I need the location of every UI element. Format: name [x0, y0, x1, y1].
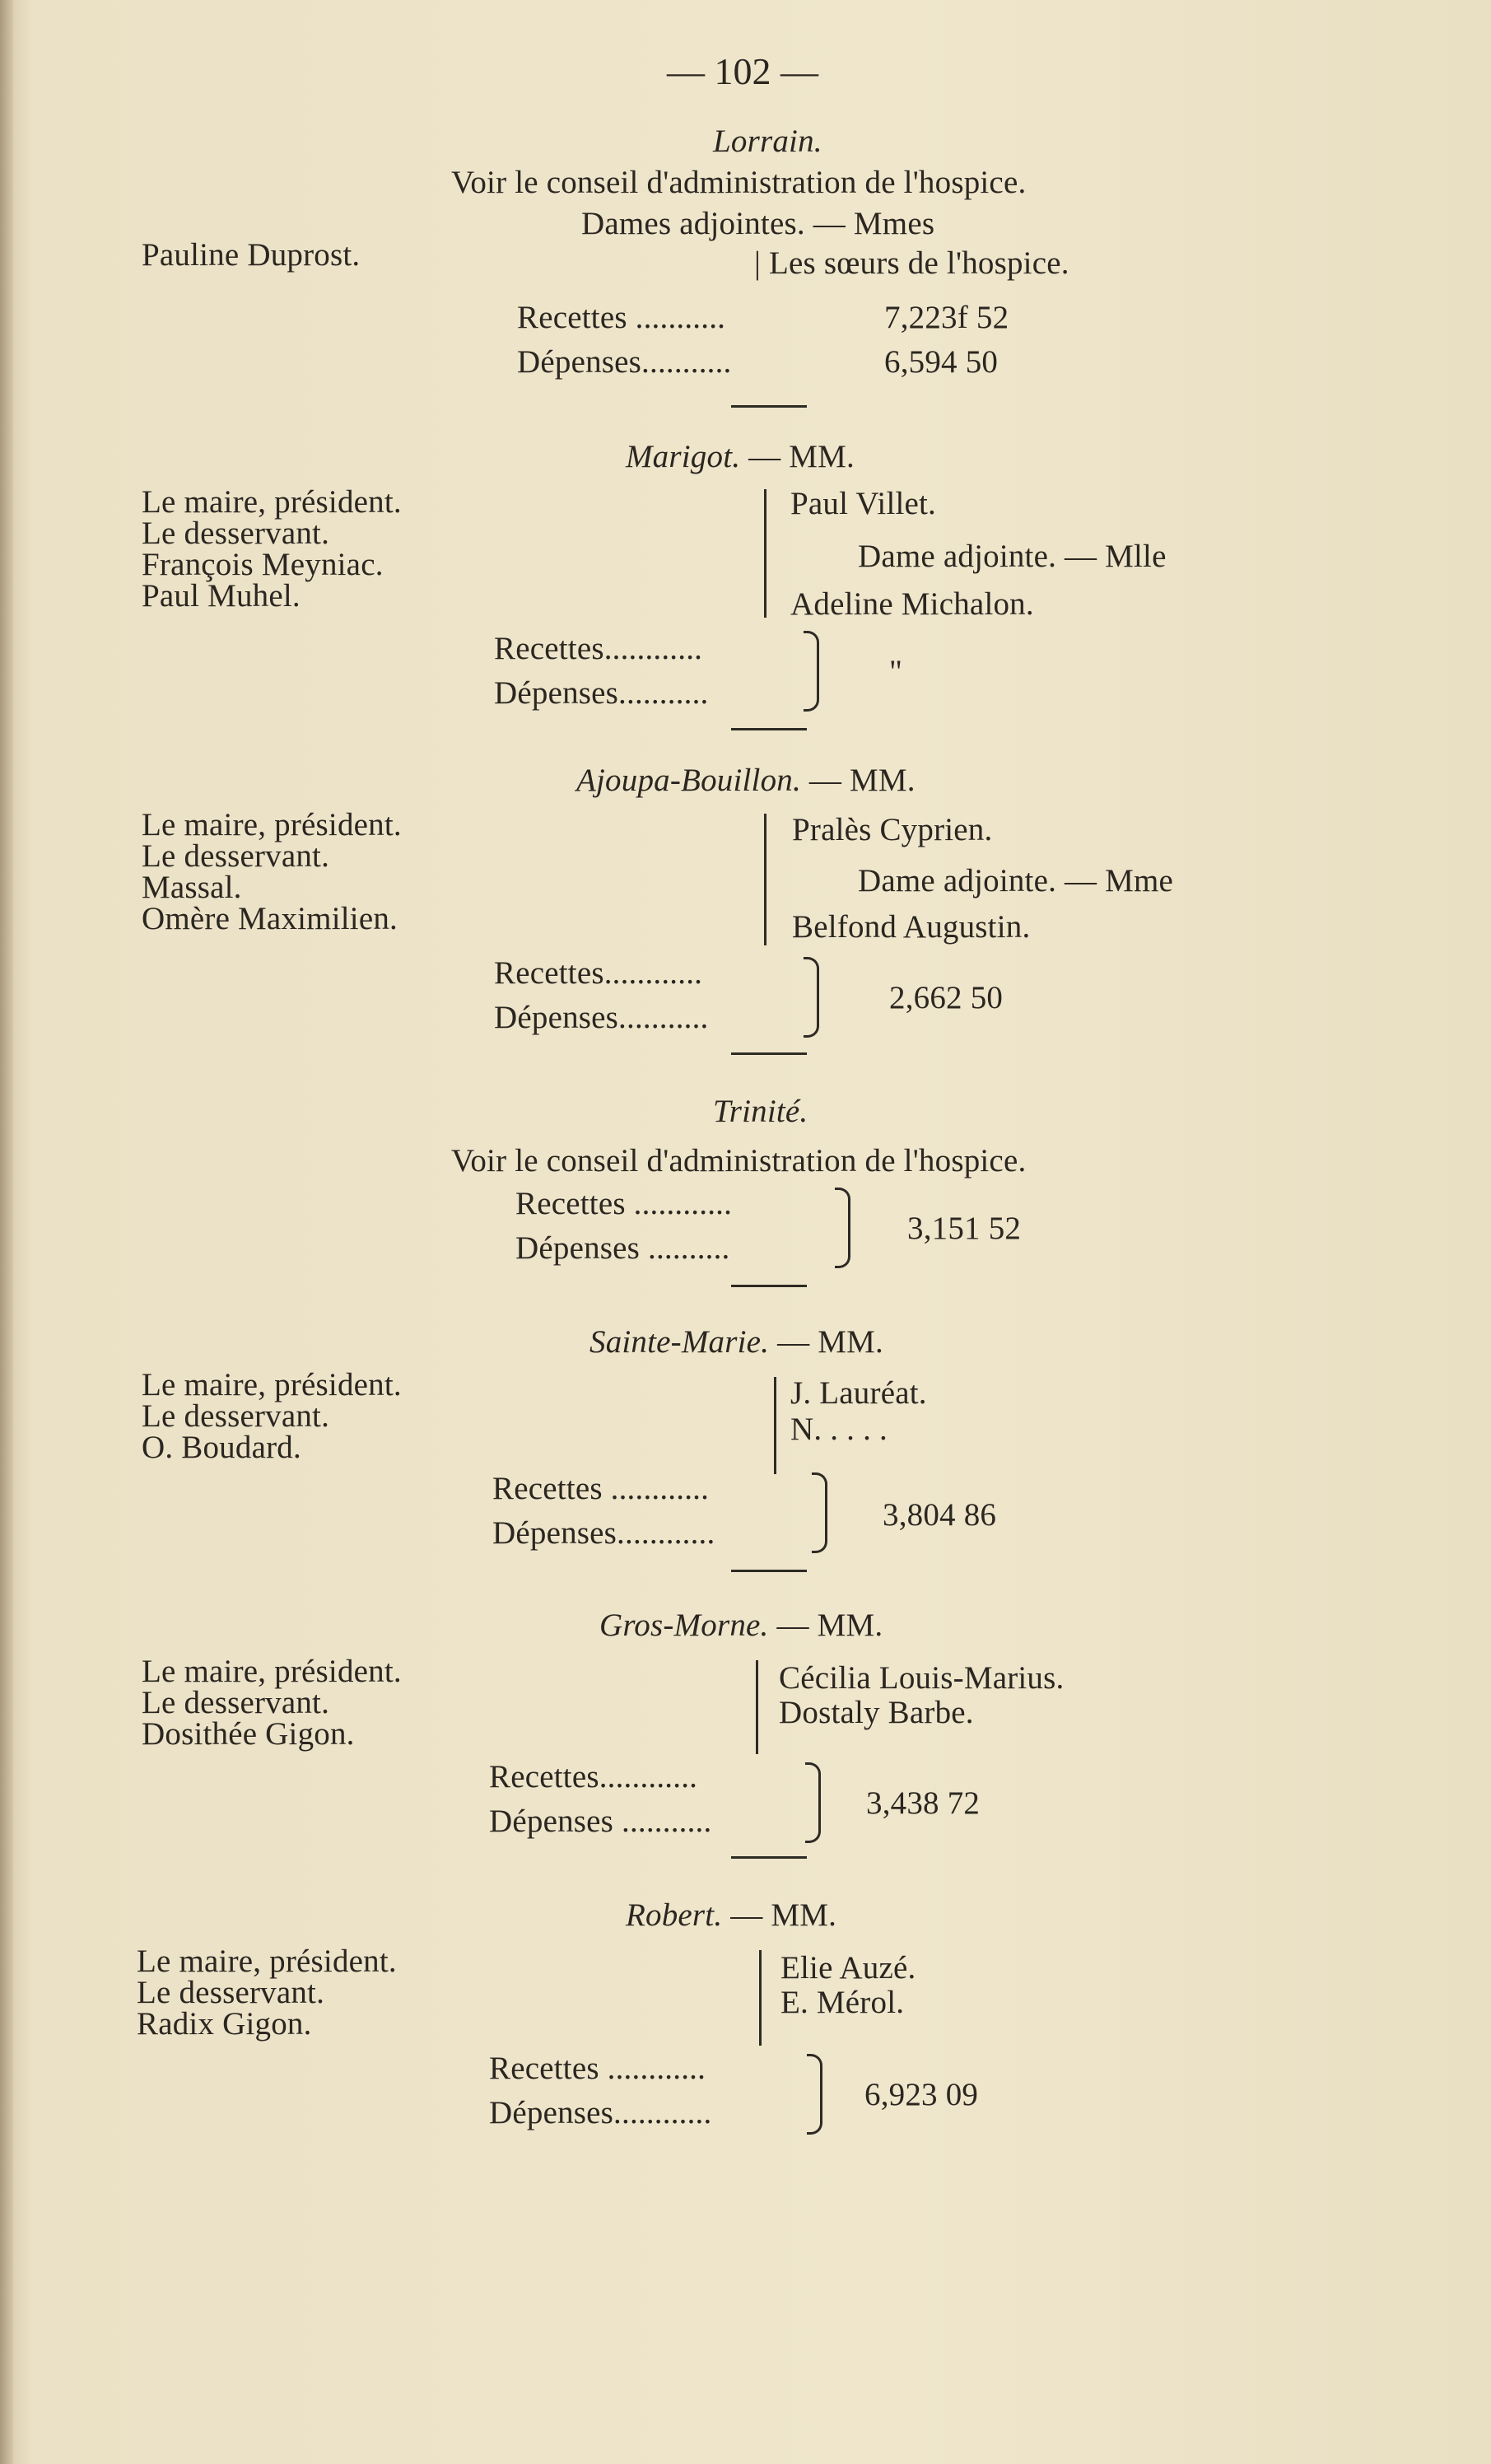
marigot-left-member-2: François Meyniac.: [142, 547, 384, 582]
section-title-robert: [626, 1899, 836, 1931]
marigot-left-member-1: Le desservant.: [142, 516, 330, 551]
gros-morne-title-suffix: — MM.: [776, 1608, 883, 1643]
section-divider: [731, 1570, 807, 1572]
lorrain-right-member-0: | Les sœurs de l'hospice.: [754, 245, 1069, 281]
robert-right-member-0: Elie Auzé.: [780, 1950, 916, 1986]
gros-morne-left-member-0: Le maire, président.: [142, 1654, 402, 1689]
sainte-marie-title: Sainte-Marie.: [589, 1324, 770, 1360]
marigot-bracket-line: [764, 489, 766, 618]
sainte-marie-left-member-2: O. Boudard.: [142, 1430, 301, 1465]
section-divider: [731, 728, 807, 730]
section-divider: [731, 405, 807, 408]
gros-morne-right-member-0: Cécilia Louis-Marius.: [779, 1660, 1065, 1696]
lorrain-depenses-value: 6,594 50: [884, 344, 999, 380]
marigot-right-member-1: Dame adjointe. — Mlle: [858, 539, 1167, 574]
lorrain-dames-adjointes: Dames adjointes. — Mmes: [581, 206, 935, 241]
marigot-recettes-label: Recettes............: [494, 631, 703, 666]
marigot-depenses-label: Dépenses...........: [494, 675, 709, 711]
robert-depenses-label: Dépenses............: [489, 2095, 712, 2130]
gros-morne-recettes-label: Recettes............: [489, 1759, 698, 1794]
robert-bracket-line: [759, 1950, 762, 2046]
ajoupa-left-member-2: Massal.: [142, 870, 242, 905]
ajoupa-left-member-0: Le maire, président.: [142, 807, 402, 842]
gros-morne-right-member-1: Dostaly Barbe.: [779, 1695, 974, 1730]
trinite-depenses-label: Dépenses ..........: [515, 1230, 730, 1266]
section-title-sainte-marie: [589, 1326, 883, 1358]
ajoupa-right-member-0: Pralès Cyprien.: [792, 812, 993, 847]
robert-brace: [807, 2054, 822, 2135]
lorrain-recettes-label: Recettes ...........: [517, 300, 726, 335]
sainte-marie-right-member-0: J. Lauréat.: [790, 1375, 927, 1411]
ajoupa-title-suffix: — MM.: [808, 763, 916, 798]
marigot-brace: [804, 631, 819, 712]
section-divider: [731, 1856, 807, 1859]
sainte-marie-bracket-line: [774, 1377, 776, 1474]
gros-morne-bracket-line: [756, 1660, 758, 1754]
trinite-recettes-label: Recettes ............: [515, 1186, 733, 1221]
marigot-right-member-2: Adeline Michalon.: [790, 586, 1034, 622]
lorrain-left-member-0: Pauline Duprost.: [142, 237, 361, 273]
robert-total: 6,923 09: [864, 2077, 979, 2112]
robert-recettes-label: Recettes ............: [489, 2051, 706, 2086]
ajoupa-total: 2,662 50: [889, 980, 1004, 1015]
lorrain-subtitle: Voir le conseil d'administration de l'hospice.: [451, 165, 1027, 200]
sainte-marie-recettes-label: Recettes ............: [492, 1471, 710, 1506]
section-title-ajoupa-bouillon: [576, 764, 916, 796]
robert-title-suffix: — MM.: [730, 1897, 837, 1933]
gros-morne-brace: [805, 1762, 821, 1843]
gros-morne-depenses-label: Dépenses ...........: [489, 1804, 712, 1839]
sainte-marie-title-suffix: — MM.: [777, 1324, 883, 1360]
section-divider: [731, 1285, 807, 1287]
marigot-left-member-3: Paul Muhel.: [142, 578, 301, 614]
trinite-brace: [835, 1188, 850, 1268]
page-number: — 102 —: [667, 50, 818, 92]
ajoupa-brace: [804, 957, 819, 1038]
robert-left-member-2: Radix Gigon.: [137, 2006, 312, 2042]
gros-morne-total: 3,438 72: [866, 1785, 981, 1821]
marigot-left-member-0: Le maire, président.: [142, 484, 402, 520]
section-title-marigot: [626, 441, 855, 473]
marigot-title: Marigot.: [626, 439, 741, 474]
ajoupa-title: Ajoupa-Bouillon.: [576, 763, 801, 798]
trinite-total: 3,151 52: [907, 1211, 1022, 1246]
section-title-lorrain: Lorrain.: [713, 124, 822, 159]
robert-left-member-0: Le maire, président.: [137, 1944, 397, 1979]
gros-morne-title: Gros-Morne.: [599, 1608, 769, 1643]
ajoupa-right-member-2: Belfond Augustin.: [792, 909, 1031, 945]
sainte-marie-left-member-0: Le maire, président.: [142, 1367, 402, 1402]
robert-right-member-1: E. Mérol.: [780, 1985, 905, 2020]
sainte-marie-left-member-1: Le desservant.: [142, 1398, 330, 1434]
ajoupa-left-member-3: Omère Maximilien.: [142, 901, 398, 936]
sainte-marie-brace: [812, 1472, 827, 1553]
ajoupa-depenses-label: Dépenses...........: [494, 1000, 709, 1035]
lorrain-depenses-label: Dépenses...........: [517, 344, 732, 380]
ajoupa-right-member-1: Dame adjointe. — Mme: [858, 863, 1174, 898]
sainte-marie-total: 3,804 86: [883, 1497, 997, 1533]
marigot-total: ": [889, 654, 903, 689]
gros-morne-left-member-2: Dosithée Gigon.: [142, 1716, 355, 1752]
section-title-gros-morne: [599, 1609, 883, 1641]
gros-morne-left-member-1: Le desservant.: [142, 1685, 330, 1720]
trinite-subtitle: Voir le conseil d'administration de l'hospice.: [451, 1143, 1027, 1178]
lorrain-recettes-value: 7,223f 52: [884, 300, 1009, 335]
ajoupa-recettes-label: Recettes............: [494, 955, 703, 991]
sainte-marie-depenses-label: Dépenses............: [492, 1515, 715, 1551]
marigot-right-member-0: Paul Villet.: [790, 486, 937, 521]
robert-title: Robert.: [626, 1897, 723, 1933]
ajoupa-left-member-1: Le desservant.: [142, 838, 330, 874]
page-spine: [0, 0, 13, 2464]
ajoupa-bracket-line: [764, 814, 766, 945]
marigot-title-suffix: — MM.: [748, 439, 855, 474]
section-divider: [731, 1052, 807, 1055]
section-title-trinite: Trinité.: [713, 1094, 808, 1129]
sainte-marie-right-member-1: N. . . . .: [790, 1412, 888, 1447]
robert-left-member-1: Le desservant.: [137, 1975, 325, 2010]
